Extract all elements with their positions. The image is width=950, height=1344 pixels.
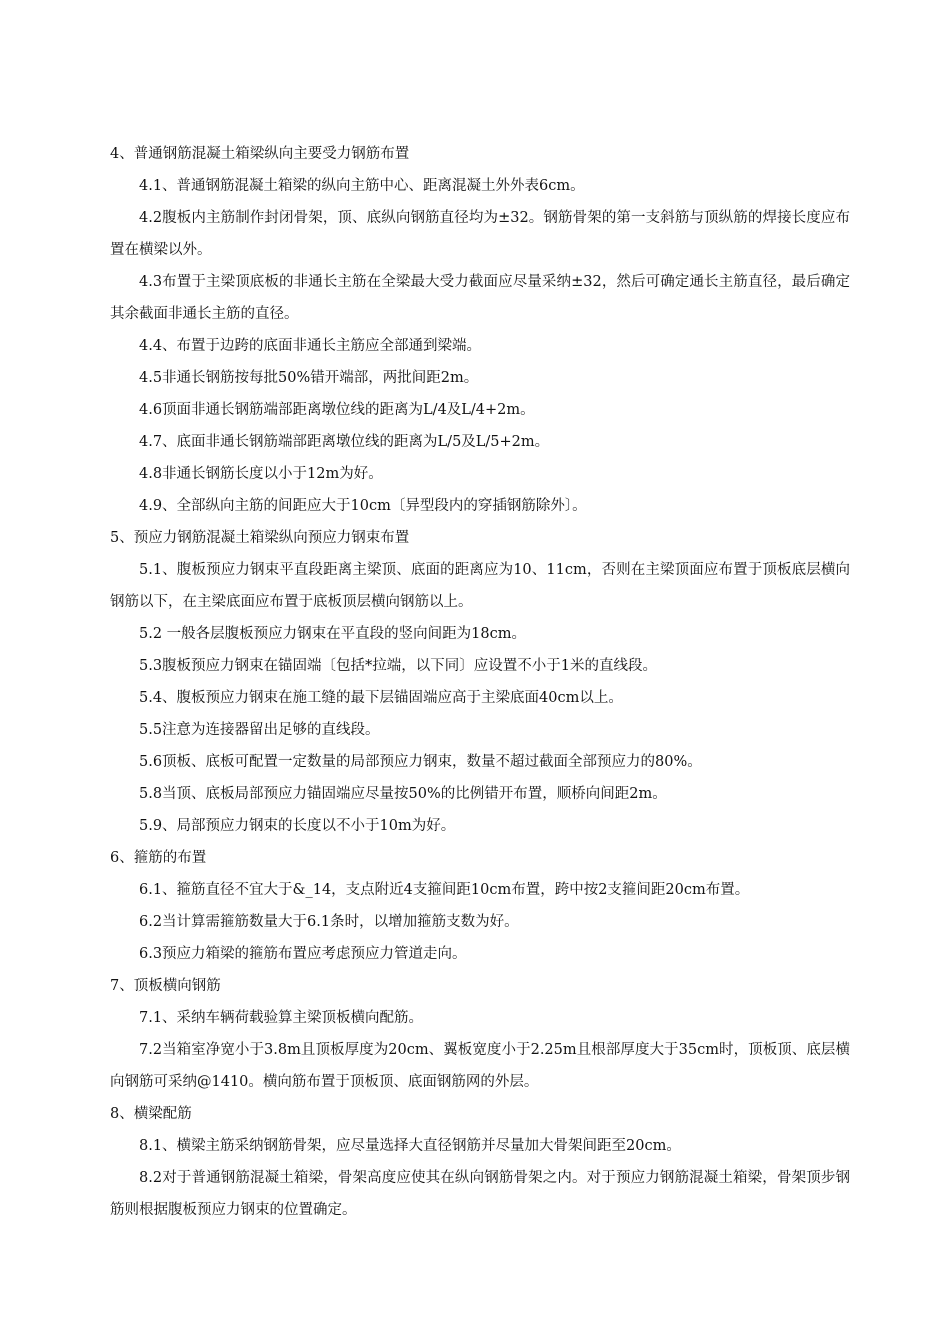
clause-paragraph: 4.4、布置于边跨的底面非通长主筋应全部通到梁端。	[139, 338, 482, 354]
clause-paragraph: 4.1、普通钢筋混凝土箱梁的纵向主筋中心、距离混凝土外外表6cm。	[139, 178, 585, 194]
clause-paragraph: 4.9、全部纵向主筋的间距应大于10cm〔异型段内的穿插钢筋除外〕。	[139, 498, 587, 514]
section-heading: 8、横梁配筋	[110, 1106, 192, 1122]
clause-paragraph: 6.2当计算需箍筋数量大于6.1条时，以增加箍筋支数为好。	[139, 914, 519, 930]
clause-paragraph: 5.8当顶、底板局部预应力锚固端应尽量按50%的比例错开布置，顺桥向间距2m。	[139, 786, 667, 802]
clause-paragraph: 5.6顶板、底板可配置一定数量的局部预应力钢束，数量不超过截面全部预应力的80%。	[139, 754, 702, 770]
clause-paragraph: 6.3预应力箱梁的箍筋布置应考虑预应力管道走向。	[139, 946, 467, 962]
clause-paragraph: 5.1、腹板预应力钢束平直段距离主梁顶、底面的距离应为10、11cm，否则在主梁顶面应布置于顶板底层横向钢筋以下，在主梁底面应布置于底板顶层横向钢筋以上。	[110, 562, 850, 610]
clause-paragraph: 6.1、箍筋直径不宜大于&_14，支点附近4支箍间距10cm布置，跨中按2支箍间距20cm布置。	[139, 882, 750, 898]
clause-paragraph: 7.2当箱室净宽小于3.8m且顶板厚度为20cm、翼板宽度小于2.25m且根部厚度大于35cm时，顶板顶、底层横向钢筋可采纳@1410。横向筋布置于顶板顶、底面钢筋网的外层。	[110, 1042, 850, 1090]
section-heading: 7、顶板横向钢筋	[110, 978, 221, 994]
clause-paragraph: 4.3布置于主梁顶底板的非通长主筋在全梁最大受力截面应尽量采纳±32，然后可确定通长主筋直径，最后确定其余截面非通长主筋的直径。	[110, 274, 850, 322]
clause-paragraph: 4.5非通长钢筋按每批50%错开端部，两批间距2m。	[139, 370, 479, 386]
clause-paragraph: 4.8非通长钢筋长度以小于12m为好。	[139, 466, 383, 482]
clause-paragraph: 8.2对于普通钢筋混凝土箱梁，骨架高度应使其在纵向钢筋骨架之内。对于预应力钢筋混凝土箱梁，骨架顶步钢筋则根据腹板预应力钢束的位置确定。	[110, 1170, 850, 1218]
clause-paragraph: 5.9、局部预应力钢束的长度以不小于10m为好。	[139, 818, 456, 834]
clause-paragraph: 5.2 一般各层腹板预应力钢束在平直段的竖向间距为18cm。	[139, 626, 526, 642]
section-heading: 6、箍筋的布置	[110, 850, 207, 866]
clause-paragraph: 4.2腹板内主筋制作封闭骨架，顶、底纵向钢筋直径均为±32。钢筋骨架的第一支斜筋与顶纵筋的焊接长度应布置在横梁以外。	[110, 210, 850, 258]
section-heading: 5、预应力钢筋混凝土箱梁纵向预应力钢束布置	[110, 530, 410, 546]
section-heading: 4、普通钢筋混凝土箱梁纵向主要受力钢筋布置	[110, 146, 410, 162]
clause-paragraph: 8.1、横梁主筋采纳钢筋骨架，应尽量选择大直径钢筋并尽量加大骨架间距至20cm。	[139, 1138, 681, 1154]
clause-paragraph: 5.5注意为连接器留出足够的直线段。	[139, 722, 380, 738]
clause-paragraph: 5.3腹板预应力钢束在锚固端〔包括*拉端，以下同〕应设置不小于1米的直线段。	[139, 658, 658, 674]
document-body	[110, 138, 850, 1226]
clause-paragraph: 7.1、采纳车辆荷载验算主梁顶板横向配筋。	[139, 1010, 424, 1026]
clause-paragraph: 4.7、底面非通长钢筋端部距离墩位线的距离为L/5及L/5+2m。	[139, 434, 550, 450]
clause-paragraph: 5.4、腹板预应力钢束在施工缝的最下层锚固端应高于主梁底面40cm以上。	[139, 690, 623, 706]
clause-paragraph: 4.6顶面非通长钢筋端部距离墩位线的距离为L/4及L/4+2m。	[139, 402, 535, 418]
